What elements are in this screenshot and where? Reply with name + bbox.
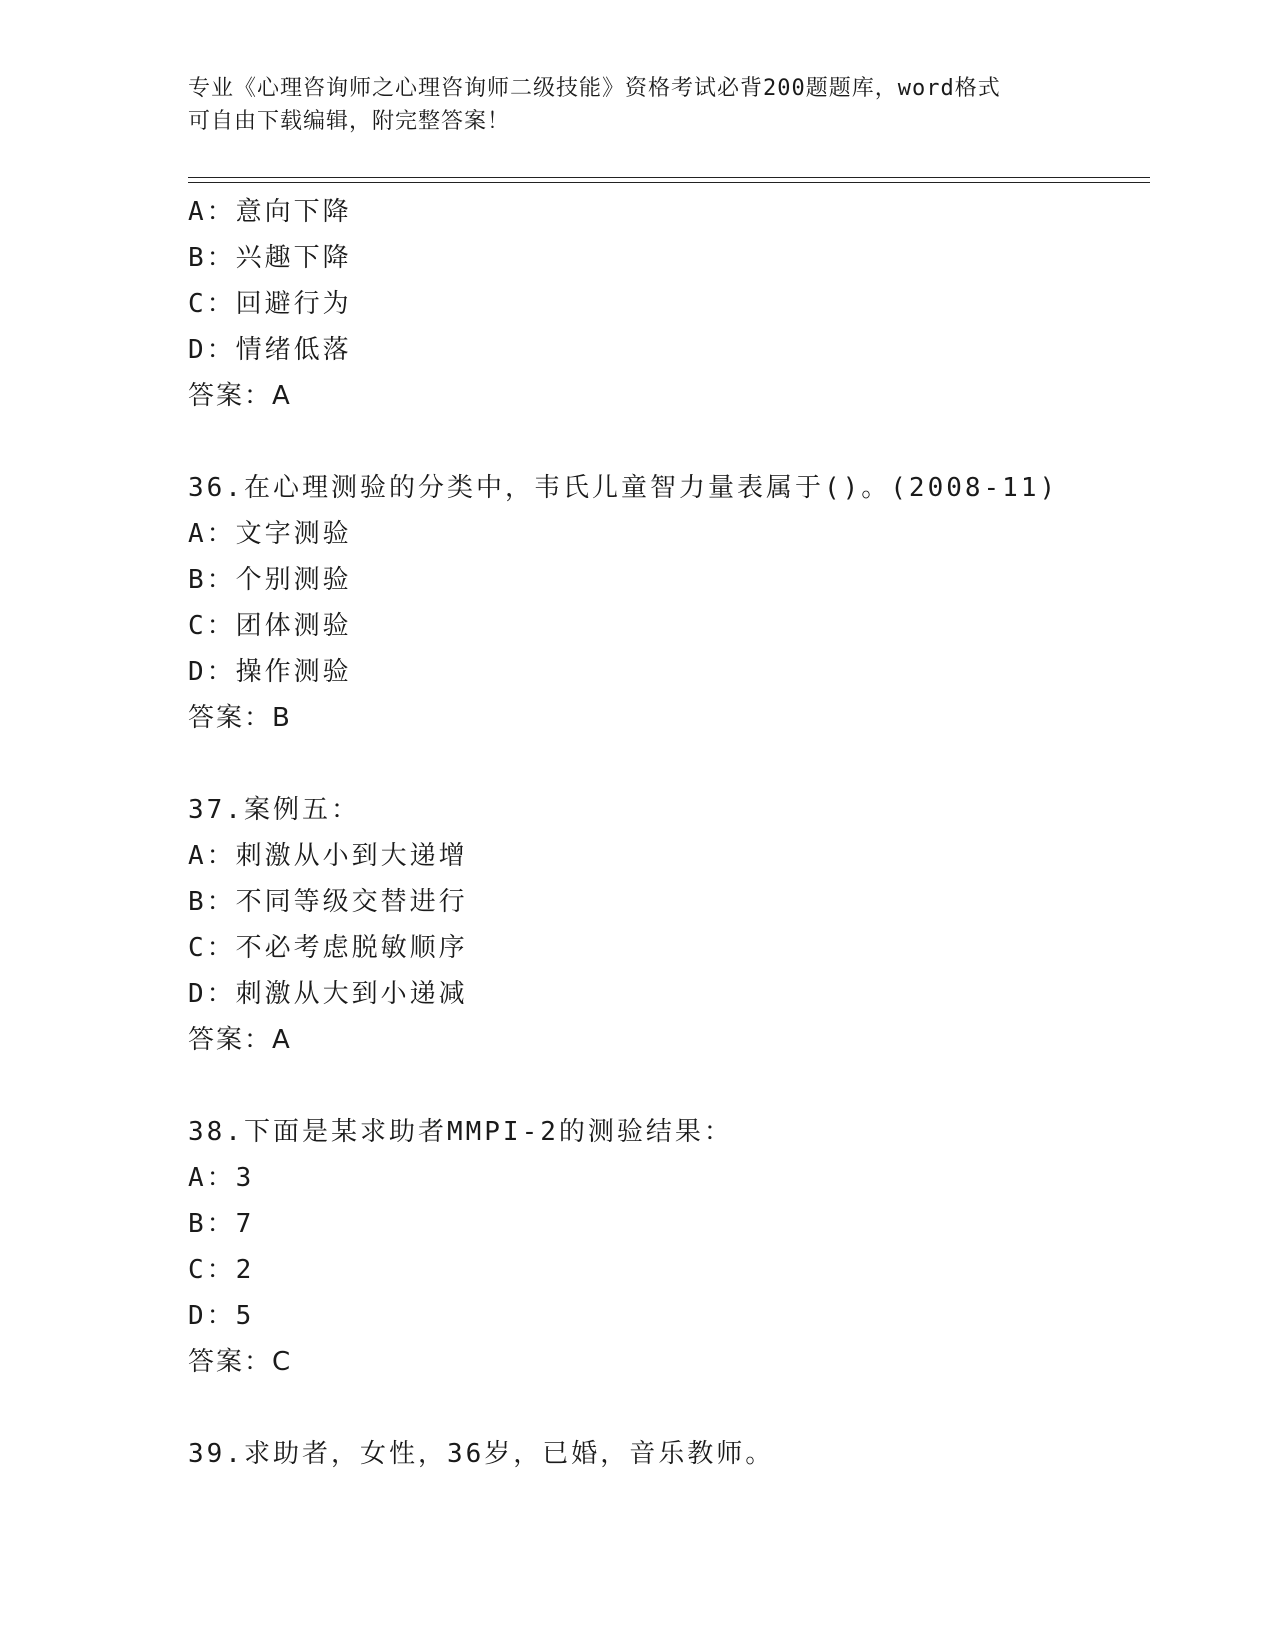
question-block-35	[188, 189, 1148, 419]
answer-line: 答案：A	[188, 1025, 292, 1055]
question-list	[188, 189, 1148, 1477]
option-c: C：不必考虑脱敏顺序	[188, 933, 468, 963]
answer-line: 答案：A	[188, 381, 292, 411]
option-d: D：刺激从大到小递减	[188, 979, 468, 1009]
option-d: D：情绪低落	[188, 335, 352, 365]
option-a: A：意向下降	[188, 197, 352, 227]
option-a: A：文字测验	[188, 519, 352, 549]
question-text: 39.求助者，女性，36岁，已婚，音乐教师。	[188, 1439, 775, 1469]
question-text: 37.案例五：	[188, 795, 360, 825]
option-a: A：刺激从小到大递增	[188, 841, 468, 871]
header-divider-top	[188, 177, 1150, 178]
option-b: B：个别测验	[188, 565, 352, 595]
option-a: A：3	[188, 1163, 255, 1193]
question-block-36	[188, 465, 1148, 741]
option-c: C：回避行为	[188, 289, 352, 319]
spacer	[188, 1063, 1148, 1109]
question-text: 36.在心理测验的分类中，韦氏儿童智力量表属于()。(2008-11)	[188, 473, 1059, 503]
question-block-38	[188, 1109, 1148, 1385]
option-c: C：2	[188, 1255, 255, 1285]
question-block-39	[188, 1431, 1148, 1477]
option-d: D：操作测验	[188, 657, 352, 687]
header-title-line-2: 可自由下载编辑，附完整答案！	[188, 109, 511, 134]
header-divider-bottom	[188, 182, 1150, 183]
option-c: C：团体测验	[188, 611, 352, 641]
option-b: B：不同等级交替进行	[188, 887, 468, 917]
header-title-line-1: 专业《心理咨询师之心理咨询师二级技能》资格考试必背200题题库，word格式	[188, 76, 1001, 101]
option-b: B：7	[188, 1209, 255, 1239]
spacer	[188, 419, 1148, 465]
question-block-37	[188, 787, 1148, 1063]
option-b: B：兴趣下降	[188, 243, 352, 273]
spacer	[188, 1385, 1148, 1431]
answer-line: 答案：B	[188, 703, 292, 733]
document-header	[188, 72, 1088, 138]
spacer	[188, 741, 1148, 787]
option-d: D：5	[188, 1301, 255, 1331]
question-text: 38.下面是某求助者MMPI-2的测验结果：	[188, 1117, 733, 1147]
answer-line: 答案：C	[188, 1347, 293, 1377]
